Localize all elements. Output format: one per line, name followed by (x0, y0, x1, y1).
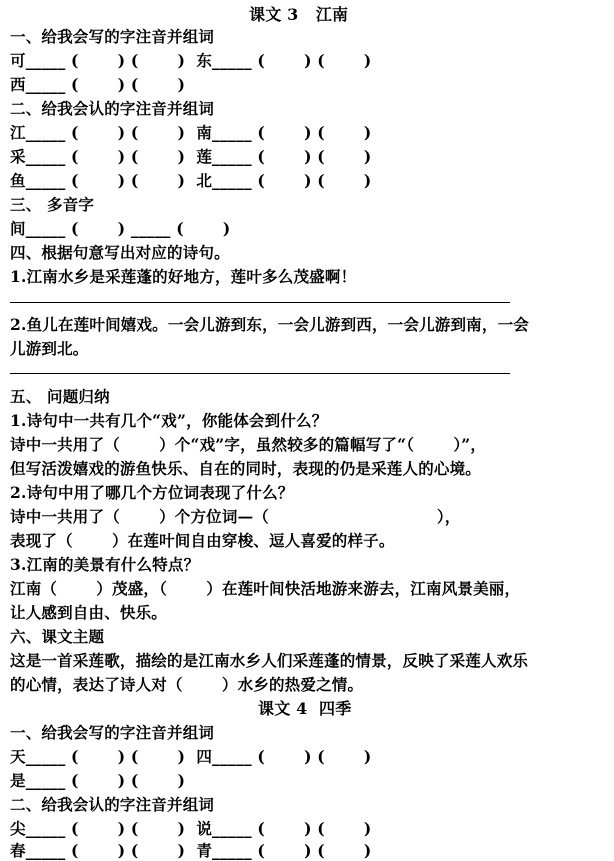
l3-section5-question1: 1.诗句中一共有几个“戏”，你能体会到什么？ (10, 411, 328, 430)
l3-section5-answer1-line1[interactable]: 诗中一共用了（ ）个“戏”字，虽然较多的篇幅写了“（ ）”， (10, 435, 487, 454)
answer-line-2[interactable] (10, 373, 510, 374)
l3-section5-answer3-line1[interactable]: 江南（ ）茂盛，（ ）在莲叶间快活地游来游去，江南风景美丽， (10, 579, 521, 598)
l3-section1-heading: 一、给我会写的字注音并组词 (10, 27, 215, 46)
l3-section4-heading: 四、根据句意写出对应的诗句。 (10, 243, 230, 262)
l4-section2-row2[interactable]: 春_____ ( ) ( ) 青_____ ( ) ( ) (10, 841, 372, 860)
l3-section2-row2[interactable]: 采_____ ( ) ( ) 莲_____ ( ) ( ) (10, 147, 372, 166)
l3-section6-text-line2[interactable]: 的心情，表达了诗人对（ ）水乡的热爱之情。 (10, 675, 364, 694)
lesson3-title: 课文 3 江南 (249, 5, 349, 24)
l3-section3-row1[interactable]: 间_____ ( ) _____ ( ) (10, 219, 231, 238)
l3-section1-row2[interactable]: 西_____ ( ) ( ) (10, 75, 186, 94)
l3-section5-question2: 2.诗句中用了哪几个方位词表现了什么？ (10, 483, 294, 502)
l3-section4-question1: 1.江南水乡是采莲蓬的好地方，莲叶多么茂盛啊！ (10, 267, 357, 286)
l3-section1-row1[interactable]: 可_____ ( ) ( ) 东_____ ( ) ( ) (10, 51, 372, 70)
l3-section2-row1[interactable]: 江_____ ( ) ( ) 南_____ ( ) ( ) (10, 123, 372, 142)
l3-section6-text-line1: 这是一首采莲歌，描绘的是江南水乡人们采莲蓬的情景，反映了采莲人欢乐 (10, 651, 529, 670)
l3-section5-answer3-line2: 让人感到自由、快乐。 (10, 603, 168, 622)
l3-section5-answer2-line1[interactable]: 诗中一共用了（ ）个方位词—（ ）， (10, 507, 461, 526)
l3-section5-heading: 五、 问题归纳 (10, 387, 110, 406)
answer-line-1[interactable] (10, 302, 510, 303)
l4-section1-row1[interactable]: 天_____ ( ) ( ) 四_____ ( ) ( ) (10, 747, 372, 766)
l4-section1-row2[interactable]: 是_____ ( ) ( ) (10, 771, 186, 790)
l3-section4-question2-line1: 2.鱼儿在莲叶间嬉戏。一会儿游到东，一会儿游到西，一会儿游到南，一会 (10, 315, 529, 334)
l3-section5-answer2-line2[interactable]: 表现了（ ）在莲叶间自由穿梭、逗人喜爱的样子。 (10, 531, 395, 550)
l3-section3-heading: 三、 多音字 (10, 195, 95, 214)
lesson4-title: 课文 4 四季 (258, 699, 352, 718)
l3-section5-answer1-line2: 但写活泼嬉戏的游鱼快乐、自在的同时，表现的仍是采莲人的心境。 (10, 459, 482, 478)
l3-section4-question2-line2: 儿游到北。 (10, 339, 89, 358)
l3-section6-heading: 六、课文主题 (10, 627, 105, 646)
l4-section1-heading: 一、给我会写的字注音并组词 (10, 723, 215, 742)
l4-section2-heading: 二、给我会认的字注音并组词 (10, 795, 215, 814)
l4-section2-row1[interactable]: 尖_____ ( ) ( ) 说_____ ( ) ( ) (10, 819, 372, 838)
l3-section2-heading: 二、给我会认的字注音并组词 (10, 99, 215, 118)
l3-section5-question3: 3.江南的美景有什么特点？ (10, 555, 200, 574)
l3-section2-row3[interactable]: 鱼_____ ( ) ( ) 北_____ ( ) ( ) (10, 171, 372, 190)
